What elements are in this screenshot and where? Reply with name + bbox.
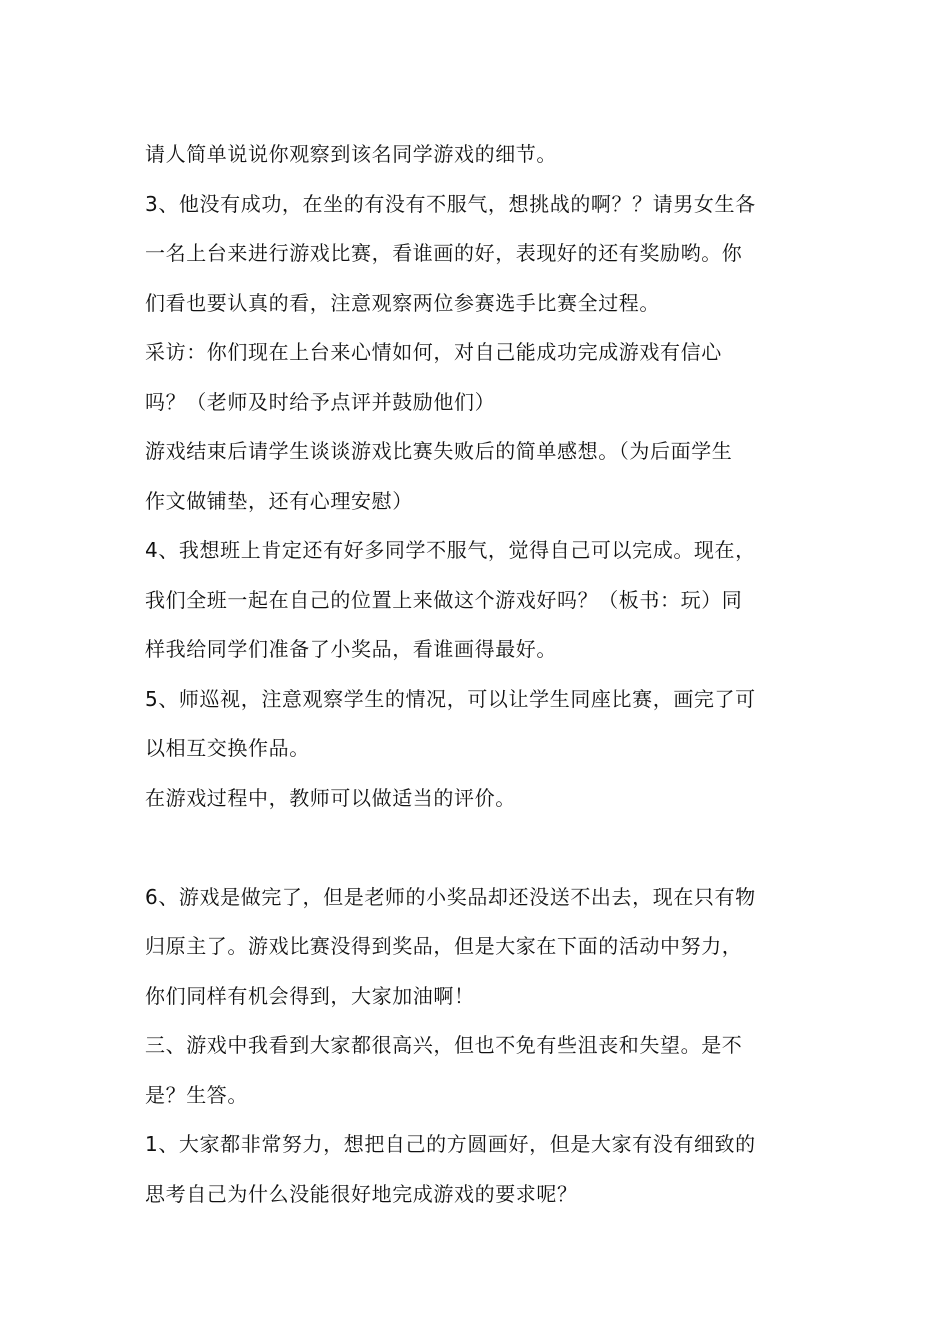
text-line: 请人简单说说你观察到该名同学游戏的细节。 [145, 142, 557, 166]
text-line: 三、游戏中我看到大家都很高兴，但也不免有些沮丧和失望。是不 [145, 1033, 743, 1057]
text-line: 1、大家都非常努力，想把自己的方圆画好，但是大家有没有细致的 [145, 1132, 756, 1156]
text-line: 游戏结束后请学生谈谈游戏比赛失败后的简单感想。（为后面学生 [145, 439, 733, 463]
text-line: 4、我想班上肯定还有好多同学不服气，觉得自己可以完成。现在， [145, 538, 756, 562]
text-line: 作文做铺垫，还有心理安慰） [145, 488, 413, 513]
text-line: 一名上台来进行游戏比赛，看谁画的好，表现好的还有奖励哟。你 [145, 241, 743, 265]
text-line: 我们全班一起在自己的位置上来做这个游戏好吗？（板书：玩）同 [145, 587, 743, 612]
text-line: 是？生答。 [145, 1082, 248, 1107]
text-line: 思考自己为什么没能很好地完成游戏的要求呢？ [145, 1181, 578, 1206]
text-line: 6、游戏是做完了，但是老师的小奖品却还没送不出去，现在只有物 [145, 884, 756, 909]
text-line: 样我给同学们准备了小奖品，看谁画得最好。 [145, 637, 557, 661]
text-line: 归原主了。游戏比赛没得到奖品，但是大家在下面的活动中努力， [145, 934, 743, 958]
text-line: 吗？（老师及时给予点评并鼓励他们） [145, 389, 496, 414]
text-line: 5、师巡视，注意观察学生的情况，可以让学生同座比赛，画完了可 [145, 686, 756, 711]
document-body [145, 130, 810, 1219]
text-line: 3、他没有成功，在坐的有没有不服气，想挑战的啊？？请男女生各 [145, 191, 756, 216]
text-line: 们看也要认真的看，注意观察两位参赛选手比赛全过程。 [145, 290, 660, 315]
text-line: 以相互交换作品。 [145, 736, 310, 760]
blank-line [145, 823, 810, 873]
text-line: 你们同样有机会得到，大家加油啊！ [145, 983, 475, 1008]
text-line: 在游戏过程中，教师可以做适当的评价。 [145, 785, 516, 810]
text-line: 采访：你们现在上台来心情如何，对自己能成功完成游戏有信心 [145, 340, 722, 364]
